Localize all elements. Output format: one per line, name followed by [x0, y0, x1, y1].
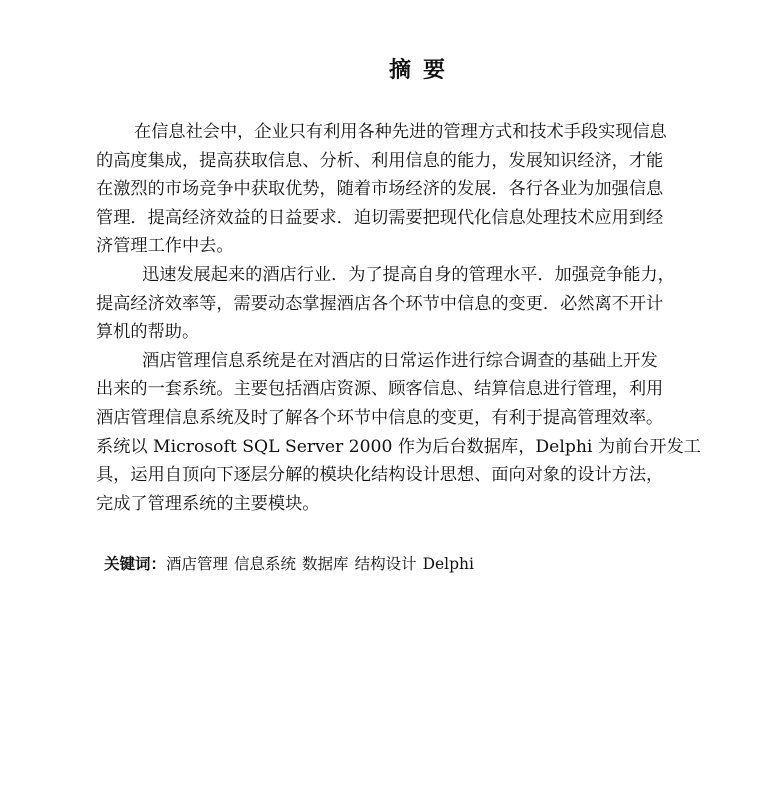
keyword: 结构设计 — [354, 555, 417, 573]
text-line: 提高经济效率等，需要动态掌握酒店各个环节中信息的变更．必然离不开计 — [96, 293, 664, 314]
page-title: 摘要 — [388, 58, 457, 83]
keyword: 信息系统 — [234, 555, 297, 573]
text-line: 的高度集成，提高获取信息、分析、利用信息的能力，发展知识经济，才能 — [96, 150, 664, 171]
keyword: 数据库 — [302, 555, 349, 573]
text-line: 管理．提高经济效益的日益要求．迫切需要把现代化信息处理技术应用到经 — [96, 207, 664, 228]
text-line: 酒店管理信息系统及时了解各个环节中信息的变更，有利于提高管理效率。 — [96, 407, 664, 428]
abstract-body — [96, 118, 702, 518]
keywords-line — [104, 550, 480, 578]
text-line: 在信息社会中，企业只有利用各种先进的管理方式和技术手段实现信息 — [134, 122, 667, 142]
keyword: 酒店管理 — [166, 555, 229, 573]
text-line: 出来的一套系统。主要包括酒店资源、顾客信息、结算信息进行管理，利用 — [96, 379, 664, 400]
text-line: 具，运用自顶向下逐层分解的模块化结构设计思想、面向对象的设计方法， — [96, 465, 664, 486]
paragraph-3 — [96, 347, 702, 519]
keywords-list — [166, 555, 480, 573]
keyword: Delphi — [422, 555, 474, 573]
text-line: 在激烈的市场竞争中获取优势，随着市场经济的发展．各行各业为加强信息 — [96, 179, 664, 200]
text-line: 完成了管理系统的主要模块。 — [96, 493, 320, 514]
keywords-label: 关键词： — [104, 555, 167, 573]
text-line: 系统以 Microsoft SQL Server 2000 作为后台数据库，Delphi 为前台开发工 — [96, 436, 701, 457]
paragraph-1 — [96, 118, 702, 261]
paragraph-2 — [96, 261, 702, 347]
text-line: 迅速发展起来的酒店行业．为了提高自身的管理水平．加强竞争能力， — [142, 264, 675, 285]
text-line: 济管理工作中去。 — [96, 236, 234, 257]
text-line: 酒店管理信息系统是在对酒店的日常运作进行综合调查的基础上开发 — [142, 350, 658, 371]
text-line: 算机的帮助。 — [96, 322, 200, 343]
